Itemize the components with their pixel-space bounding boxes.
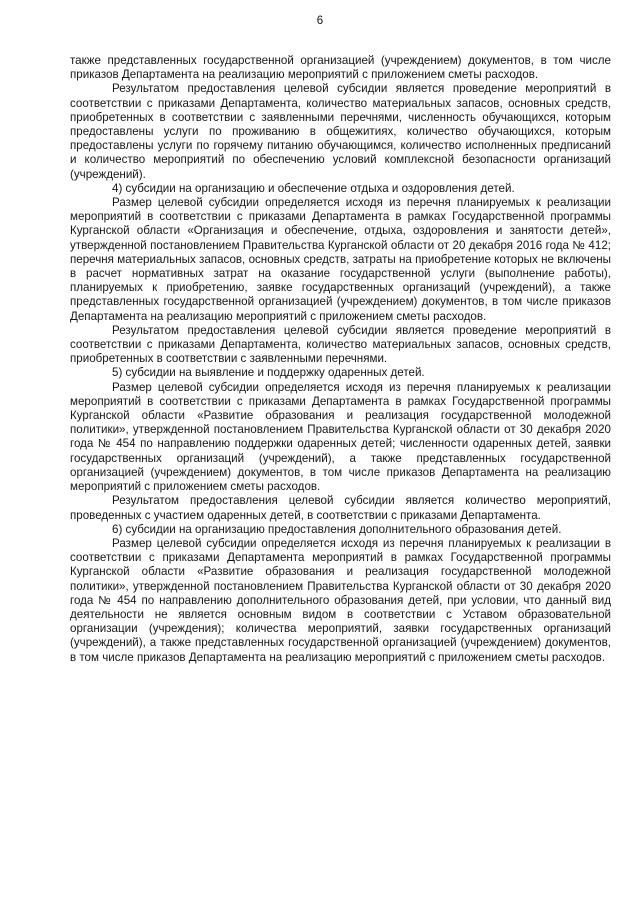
page-number: 6	[316, 15, 324, 27]
paragraph-item-6-heading: 6) субсидии на организацию предоставления дополнительного образования детей.	[112, 522, 562, 536]
paragraph-item-4-size: Размер целевой субсидии определяется исходя из перечня планируемых к реализации мероприятий в соответствии с приказами Департамента в рамках Государственной программы Курганской области «Организация и обеспечение, отдыха, оздоровления и занятости детей», утвержденной постановлением Правительства Курганской области от 20 декабря 2016 года № 412; перечня материальных запасов, основных средств, затраты на приобретение которых не включены в расчет нормативных затрат на оказание государственной услуги (выполнение работы), планируемых к приобретению, заявке государственных организаций (учреждений), а также представленных государственной организацией (учреждением) документов, в том числе приказов Департамента на реализацию мероприятий с приложением сметы расходов.	[70, 196, 611, 323]
paragraph-result-3: Результатом предоставления целевой субсидии является проведение мероприятий в соответствии с приказами Департамента, количество материальных запасов, основных средств, приобретенных в соответствии с заявленными перечнями, численность обучающихся, которым предоставлены услуги по проживанию в общежитиях, количество обучающихся, которым предоставлены услуги по горячему питанию обучающимся, количество исполненных предписаний и количество мероприятий по обеспечению условий комплексной безопасности организаций (учреждений).	[70, 82, 611, 181]
paragraph-item-4-heading: 4) субсидии на организацию и обеспечение отдыха и оздоровления детей.	[112, 181, 515, 195]
paragraph-continuation: также представленных государственной организацией (учреждением) документов, в том числе приказов Департамента на реализацию мероприятий с приложением сметы расходов.	[70, 54, 611, 82]
paragraph-item-5-result: Результатом предоставления целевой субсидии является количество мероприятий, проведенных с участием одаренных детей, в соответствии с приказами Департамента.	[70, 494, 611, 522]
paragraph-item-5-size: Размер целевой субсидии определяется исходя из перечня планируемых к реализации мероприятий в соответствии с приказами Департамента в рамках Государственной программы Курганской области «Развитие образования и реализация государственной молодежной политики», утвержденной постановлением Правительства Курганской области от 30 декабря 2020 года № 454 по направлению поддержки одаренных детей; численности одаренных детей, заявки государственных организаций (учреждений), а также представленных государственной организацией (учреждением) документов, в том числе приказов Департамента на реализацию мероприятий с приложением сметы расходов.	[70, 380, 611, 494]
document-body	[70, 54, 611, 665]
paragraph-item-6-size: Размер целевой субсидии определяется исходя из перечня планируемых к реализации в соответствии с приказами Департамента мероприятий в рамках Государственной программы Курганской области «Развитие образования и реализация государственной молодежной политики», утвержденной постановлением Правительства Курганской области от 30 декабря 2020 года № 454 по направлению дополнительного образования детей, при условии, что данный вид деятельности не является основным видом в соответствии с Уставом образовательной организации (учреждения); количества мероприятий, заявки государственных организаций (учреждений), а также представленных государственной организацией (учреждением) документов, в том числе приказов Департамента на реализацию мероприятий с приложением сметы расходов.	[70, 536, 611, 664]
paragraph-item-4-result: Результатом предоставления целевой субсидии является проведение мероприятий в соответствии с приказами Департамента, количество материальных запасов, основных средств, приобретенных в соответствии с заявленными перечнями.	[70, 323, 611, 366]
paragraph-item-5-heading: 5) субсидии на выявление и поддержку одаренных детей.	[112, 366, 425, 380]
